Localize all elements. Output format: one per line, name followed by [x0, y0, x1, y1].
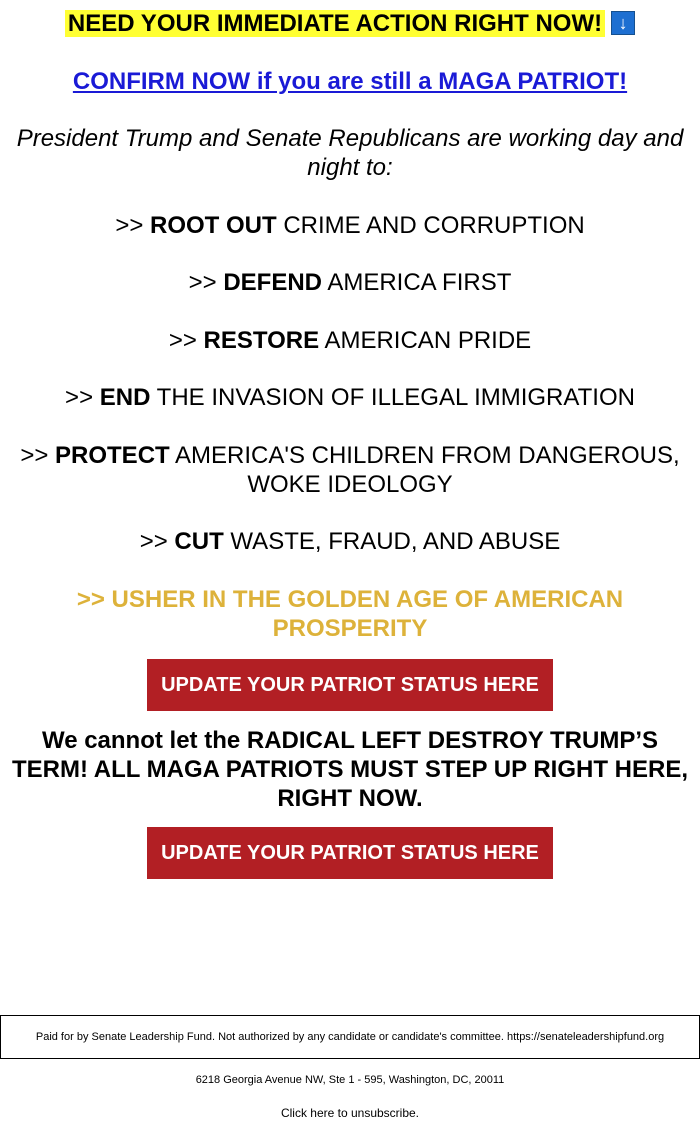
warning-message: We cannot let the RADICAL LEFT DESTROY TRUMP’S TERM! ALL MAGA PATRIOTS MUST STEP UP RIGHT HERE, RIGHT NOW.	[11, 727, 689, 812]
item-keyword: DEFEND	[223, 269, 322, 296]
list-item-end: >> END THE INVASION OF ILLEGAL IMMIGRATION	[65, 384, 635, 411]
arrow-down-icon: ↓	[611, 11, 635, 35]
paid-for-disclaimer: Paid for by Senate Leadership Fund. Not authorized by any candidate or candidate's committee. https://senateleadershipfund.org	[0, 1015, 700, 1059]
list-item-cut: >> CUT WASTE, FRAUD, AND ABUSE	[139, 528, 561, 555]
update-patriot-status-button-1[interactable]: UPDATE YOUR PATRIOT STATUS HERE	[147, 659, 553, 711]
item-keyword: ROOT OUT	[150, 212, 277, 239]
list-item-golden-age: >> USHER IN THE GOLDEN AGE OF AMERICAN PROSPERITY	[76, 586, 624, 642]
list-item-root-out: >> ROOT OUT CRIME AND CORRUPTION	[115, 212, 585, 239]
unsubscribe-section	[0, 1106, 700, 1120]
list-item-restore: >> RESTORE AMERICAN PRIDE	[168, 327, 532, 354]
mailing-address: 6218 Georgia Avenue NW, Ste 1 - 595, Washington, DC, 20011	[195, 1074, 505, 1086]
unsubscribe-link[interactable]: Click here to unsubscribe.	[280, 1106, 420, 1120]
item-keyword: RESTORE	[203, 327, 320, 354]
confirm-patriot-link[interactable]: CONFIRM NOW if you are still a MAGA PATRIOT!	[72, 68, 628, 95]
list-item-protect: >> PROTECT AMERICA'S CHILDREN FROM DANGEROUS, WOKE IDEOLOGY	[20, 442, 680, 498]
update-patriot-status-button-2[interactable]: UPDATE YOUR PATRIOT STATUS HERE	[147, 827, 553, 879]
headline-text: NEED YOUR IMMEDIATE ACTION RIGHT NOW!	[65, 10, 605, 37]
urgent-headline	[0, 8, 700, 40]
item-keyword: END	[99, 384, 151, 411]
item-keyword: PROTECT	[55, 442, 170, 469]
list-item-defend: >> DEFEND AMERICA FIRST	[188, 269, 512, 296]
confirm-section	[0, 66, 700, 98]
intro-text: President Trump and Senate Republicans are working day and night to:	[16, 125, 684, 181]
item-keyword: CUT	[174, 528, 224, 555]
